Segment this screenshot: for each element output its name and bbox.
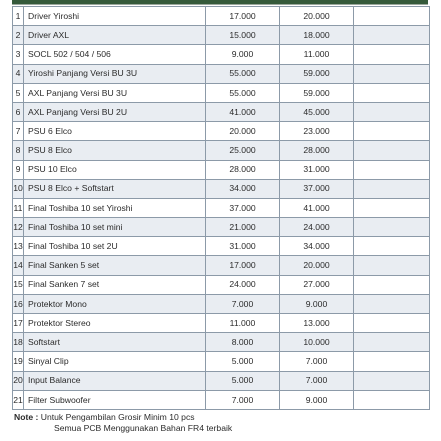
price-1: 41.000 bbox=[206, 102, 280, 121]
product-name: Final Toshiba 10 set 2U bbox=[24, 237, 206, 256]
table-row bbox=[13, 26, 430, 45]
empty-cell bbox=[354, 352, 430, 371]
price-2: 45.000 bbox=[280, 102, 354, 121]
table-row bbox=[13, 371, 430, 390]
row-number: 4 bbox=[13, 64, 24, 83]
table-row bbox=[13, 390, 430, 409]
empty-cell bbox=[354, 141, 430, 160]
product-name: Sinyal Clip bbox=[24, 352, 206, 371]
product-name: Input Balance bbox=[24, 371, 206, 390]
price-2: 9.000 bbox=[280, 294, 354, 313]
price-2: 11.000 bbox=[280, 45, 354, 64]
table-row bbox=[13, 333, 430, 352]
product-name: PSU 6 Elco bbox=[24, 122, 206, 141]
price-table bbox=[12, 6, 430, 410]
price-2: 18.000 bbox=[280, 26, 354, 45]
price-2: 13.000 bbox=[280, 314, 354, 333]
price-1: 7.000 bbox=[206, 390, 280, 409]
note-label: Note : bbox=[14, 412, 39, 422]
row-number: 8 bbox=[13, 141, 24, 160]
price-1: 8.000 bbox=[206, 333, 280, 352]
table-row bbox=[13, 179, 430, 198]
product-name: Driver Yiroshi bbox=[24, 7, 206, 26]
product-name: Softstart bbox=[24, 333, 206, 352]
price-1: 15.000 bbox=[206, 26, 280, 45]
row-number: 21 bbox=[13, 390, 24, 409]
price-1: 17.000 bbox=[206, 256, 280, 275]
row-number: 13 bbox=[13, 237, 24, 256]
empty-cell bbox=[354, 256, 430, 275]
price-1: 31.000 bbox=[206, 237, 280, 256]
table-row bbox=[13, 122, 430, 141]
table-row bbox=[13, 141, 430, 160]
empty-cell bbox=[354, 26, 430, 45]
table-row bbox=[13, 45, 430, 64]
price-1: 28.000 bbox=[206, 160, 280, 179]
empty-cell bbox=[354, 371, 430, 390]
price-2: 7.000 bbox=[280, 371, 354, 390]
table-row bbox=[13, 198, 430, 217]
product-name: Final Sanken 7 set bbox=[24, 275, 206, 294]
empty-cell bbox=[354, 122, 430, 141]
table-row bbox=[13, 294, 430, 313]
row-number: 20 bbox=[13, 371, 24, 390]
table-row bbox=[13, 352, 430, 371]
row-number: 14 bbox=[13, 256, 24, 275]
empty-cell bbox=[354, 218, 430, 237]
note-line-1: Untuk Pengambilan Grosir Minim 10 pcs bbox=[40, 412, 195, 422]
price-2: 10.000 bbox=[280, 333, 354, 352]
product-name: Final Sanken 5 set bbox=[24, 256, 206, 275]
price-1: 37.000 bbox=[206, 198, 280, 217]
price-1: 21.000 bbox=[206, 218, 280, 237]
note-line-2: Semua PCB Menggunakan Bahan FR4 terbaik bbox=[54, 423, 233, 433]
empty-cell bbox=[354, 275, 430, 294]
row-number: 5 bbox=[13, 83, 24, 102]
row-number: 2 bbox=[13, 26, 24, 45]
table-row bbox=[13, 83, 430, 102]
empty-cell bbox=[354, 83, 430, 102]
table-row bbox=[13, 218, 430, 237]
price-2: 24.000 bbox=[280, 218, 354, 237]
product-name: Protektor Stereo bbox=[24, 314, 206, 333]
row-number: 16 bbox=[13, 294, 24, 313]
price-2: 37.000 bbox=[280, 179, 354, 198]
empty-cell bbox=[354, 237, 430, 256]
row-number: 19 bbox=[13, 352, 24, 371]
price-2: 59.000 bbox=[280, 83, 354, 102]
empty-cell bbox=[354, 314, 430, 333]
table-row bbox=[13, 256, 430, 275]
empty-cell bbox=[354, 102, 430, 121]
empty-cell bbox=[354, 333, 430, 352]
row-number: 7 bbox=[13, 122, 24, 141]
price-2: 27.000 bbox=[280, 275, 354, 294]
price-2: 7.000 bbox=[280, 352, 354, 371]
table-row bbox=[13, 314, 430, 333]
note-block bbox=[14, 412, 434, 434]
product-name: Final Toshiba 10 set mini bbox=[24, 218, 206, 237]
price-1: 9.000 bbox=[206, 45, 280, 64]
table-row bbox=[13, 102, 430, 121]
price-2: 20.000 bbox=[280, 256, 354, 275]
row-number: 12 bbox=[13, 218, 24, 237]
price-1: 7.000 bbox=[206, 294, 280, 313]
row-number: 3 bbox=[13, 45, 24, 64]
product-name: Yiroshi Panjang Versi BU 3U bbox=[24, 64, 206, 83]
price-1: 55.000 bbox=[206, 64, 280, 83]
row-number: 1 bbox=[13, 7, 24, 26]
table-row bbox=[13, 237, 430, 256]
empty-cell bbox=[354, 198, 430, 217]
row-number: 18 bbox=[13, 333, 24, 352]
table-row bbox=[13, 7, 430, 26]
empty-cell bbox=[354, 160, 430, 179]
price-1: 34.000 bbox=[206, 179, 280, 198]
row-number: 15 bbox=[13, 275, 24, 294]
product-name: PSU 10 Elco bbox=[24, 160, 206, 179]
price-2: 41.000 bbox=[280, 198, 354, 217]
price-2: 34.000 bbox=[280, 237, 354, 256]
price-2: 59.000 bbox=[280, 64, 354, 83]
price-1: 11.000 bbox=[206, 314, 280, 333]
price-1: 17.000 bbox=[206, 7, 280, 26]
row-number: 11 bbox=[13, 198, 24, 217]
price-1: 25.000 bbox=[206, 141, 280, 160]
price-1: 55.000 bbox=[206, 83, 280, 102]
price-2: 31.000 bbox=[280, 160, 354, 179]
table-row bbox=[13, 160, 430, 179]
empty-cell bbox=[354, 64, 430, 83]
empty-cell bbox=[354, 45, 430, 64]
product-name: Protektor Mono bbox=[24, 294, 206, 313]
empty-cell bbox=[354, 7, 430, 26]
table-row bbox=[13, 275, 430, 294]
row-number: 10 bbox=[13, 179, 24, 198]
empty-cell bbox=[354, 294, 430, 313]
price-2: 9.000 bbox=[280, 390, 354, 409]
row-number: 6 bbox=[13, 102, 24, 121]
product-name: Filter Subwoofer bbox=[24, 390, 206, 409]
product-name: AXL Panjang Versi BU 2U bbox=[24, 102, 206, 121]
product-name: SOCL 502 / 504 / 506 bbox=[24, 45, 206, 64]
row-number: 17 bbox=[13, 314, 24, 333]
price-2: 28.000 bbox=[280, 141, 354, 160]
header-rule bbox=[12, 4, 428, 5]
product-name: Driver AXL bbox=[24, 26, 206, 45]
price-2: 20.000 bbox=[280, 7, 354, 26]
product-name: PSU 8 Elco + Softstart bbox=[24, 179, 206, 198]
row-number: 9 bbox=[13, 160, 24, 179]
price-1: 5.000 bbox=[206, 352, 280, 371]
price-1: 20.000 bbox=[206, 122, 280, 141]
table-row bbox=[13, 64, 430, 83]
price-1: 5.000 bbox=[206, 371, 280, 390]
empty-cell bbox=[354, 390, 430, 409]
price-1: 24.000 bbox=[206, 275, 280, 294]
empty-cell bbox=[354, 179, 430, 198]
product-name: Final Toshiba 10 set Yiroshi bbox=[24, 198, 206, 217]
product-name: PSU 8 Elco bbox=[24, 141, 206, 160]
product-name: AXL Panjang Versi BU 3U bbox=[24, 83, 206, 102]
price-2: 23.000 bbox=[280, 122, 354, 141]
